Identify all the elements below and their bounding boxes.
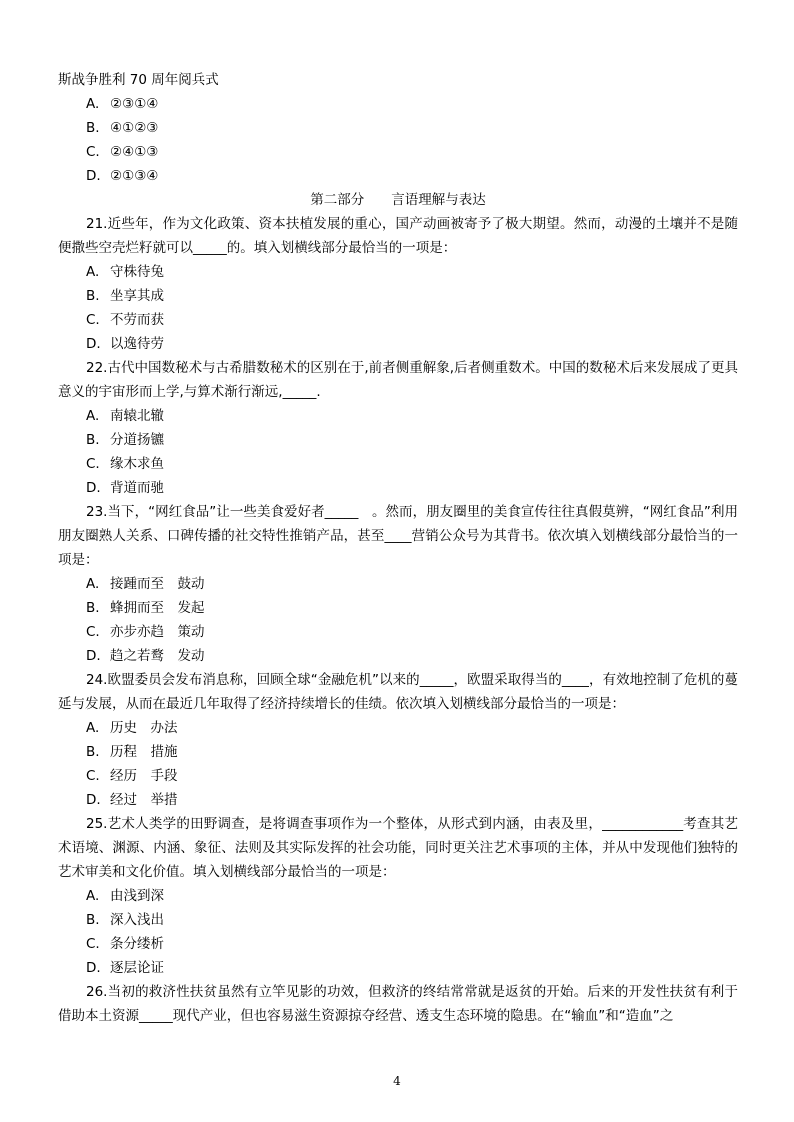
- option-label: C.: [86, 936, 100, 952]
- question-stem: 24.欧盟委员会发布消息称，回顾全球“金融危机”以来的_____，欧盟采取得当的____，有效地控制了危机的蔓延与发展，从而在最近几年取得了经济持续增长的佳绩。依次填入划横线部分最恰当的一项是：: [58, 672, 738, 712]
- answer-option: [58, 644, 738, 668]
- answer-option: [58, 92, 738, 116]
- option-label: B.: [86, 912, 100, 928]
- option-label: C.: [86, 768, 100, 784]
- option-label: A.: [86, 576, 100, 592]
- option-label: A.: [86, 264, 100, 280]
- section-title: 第二部分 言语理解与表达: [310, 192, 486, 208]
- option-label: D.: [86, 168, 101, 184]
- option-text: ②④①③: [110, 144, 159, 160]
- option-label: B.: [86, 744, 100, 760]
- option-text: 缘木求鱼: [110, 456, 164, 472]
- answer-option: [58, 164, 738, 188]
- answer-option: [58, 884, 738, 908]
- option-text: 坐享其成: [110, 288, 164, 304]
- answer-option: [58, 764, 738, 788]
- option-text: ④①②③: [110, 120, 159, 136]
- continued-question-line: 斯战争胜利 70 周年阅兵式: [58, 72, 219, 88]
- answer-option: [58, 932, 738, 956]
- option-label: D.: [86, 336, 101, 352]
- option-text: 经过 举措: [110, 792, 178, 808]
- question-stem: 26.当初的救济性扶贫虽然有立竿见影的功效，但救济的终结常常就是返贫的开始。后来的开发性扶贫有利于借助本土资源_____现代产业，但也容易滋生资源掠夺经营、透支生态环境的隐患。在“输血”和“造血”之: [58, 984, 738, 1024]
- option-text: 条分缕析: [110, 936, 164, 952]
- answer-option: [58, 332, 738, 356]
- answer-option: [58, 596, 738, 620]
- option-text: 趋之若鹜 发动: [110, 648, 205, 664]
- option-label: D.: [86, 792, 101, 808]
- option-label: B.: [86, 288, 100, 304]
- answer-option: [58, 428, 738, 452]
- option-label: A.: [86, 408, 100, 424]
- option-text: 逐层论证: [110, 960, 164, 976]
- option-text: 亦步亦趋 策动: [110, 624, 205, 640]
- question-stem: 25.艺术人类学的田野调查，是将调查事项作为一个整体，从形式到内涵，由表及里，____________考查其艺术语境、渊源、内涵、象征、法则及其实际发挥的社会功能，同时更关注艺术事项的主体，并从中发现他们独特的艺术审美和文化价值。填入划横线部分最恰当的一项是：: [58, 816, 738, 880]
- document-body: [58, 68, 738, 1028]
- option-text: 历程 措施: [110, 744, 178, 760]
- option-label: B.: [86, 600, 100, 616]
- answer-option: [58, 908, 738, 932]
- page-number: 4: [393, 1074, 401, 1088]
- option-label: A.: [86, 96, 100, 112]
- answer-option: [58, 788, 738, 812]
- answer-option: [58, 572, 738, 596]
- answer-option: [58, 620, 738, 644]
- answer-option: [58, 716, 738, 740]
- option-text: 由浅到深: [110, 888, 164, 904]
- option-label: C.: [86, 624, 100, 640]
- option-text: ②①③④: [110, 168, 159, 184]
- option-label: B.: [86, 120, 100, 136]
- option-label: C.: [86, 456, 100, 472]
- option-text: 历史 办法: [110, 720, 178, 736]
- option-label: C.: [86, 144, 100, 160]
- answer-option: [58, 452, 738, 476]
- option-text: 深入浅出: [110, 912, 164, 928]
- answer-option: [58, 740, 738, 764]
- option-text: 接踵而至 鼓动: [110, 576, 205, 592]
- option-text: 以逸待劳: [110, 336, 164, 352]
- option-text: 守株待兔: [110, 264, 164, 280]
- answer-option: [58, 116, 738, 140]
- answer-option: [58, 140, 738, 164]
- answer-option: [58, 476, 738, 500]
- option-label: D.: [86, 648, 101, 664]
- answer-option: [58, 260, 738, 284]
- option-label: B.: [86, 432, 100, 448]
- answer-option: [58, 404, 738, 428]
- option-text: 蜂拥而至 发起: [110, 600, 205, 616]
- option-label: D.: [86, 480, 101, 496]
- option-text: 背道而驰: [110, 480, 164, 496]
- option-label: D.: [86, 960, 101, 976]
- option-label: C.: [86, 312, 100, 328]
- question-stem: 23.当下，“网红食品”让一些美食爱好者_____ 。然而，朋友圈里的美食宣传往往真假莫辨，“网红食品”利用朋友圈熟人关系、口碑传播的社交特性推销产品，甚至____营销公众号为其背书。依次填入划横线部分最恰当的一项是：: [58, 504, 738, 568]
- option-text: 经历 手段: [110, 768, 178, 784]
- answer-option: [58, 956, 738, 980]
- answer-option: [58, 284, 738, 308]
- answer-option: [58, 308, 738, 332]
- question-stem: 21.近些年，作为文化政策、资本扶植发展的重心，国产动画被寄予了极大期望。然而，动漫的土壤并不是随便撒些空壳烂籽就可以_____的。填入划横线部分最恰当的一项是：: [58, 216, 738, 256]
- question-stem: 22.古代中国数秘术与古希腊数秘术的区别在于,前者侧重解象,后者侧重数术。中国的数秘术后来发展成了更具意义的宇宙形而上学,与算术渐行渐远,_____.: [58, 360, 738, 400]
- option-text: 不劳而获: [110, 312, 164, 328]
- option-text: 分道扬镳: [110, 432, 164, 448]
- option-label: A.: [86, 888, 100, 904]
- option-text: ②③①④: [110, 96, 159, 112]
- option-text: 南辕北辙: [110, 408, 164, 424]
- option-label: A.: [86, 720, 100, 736]
